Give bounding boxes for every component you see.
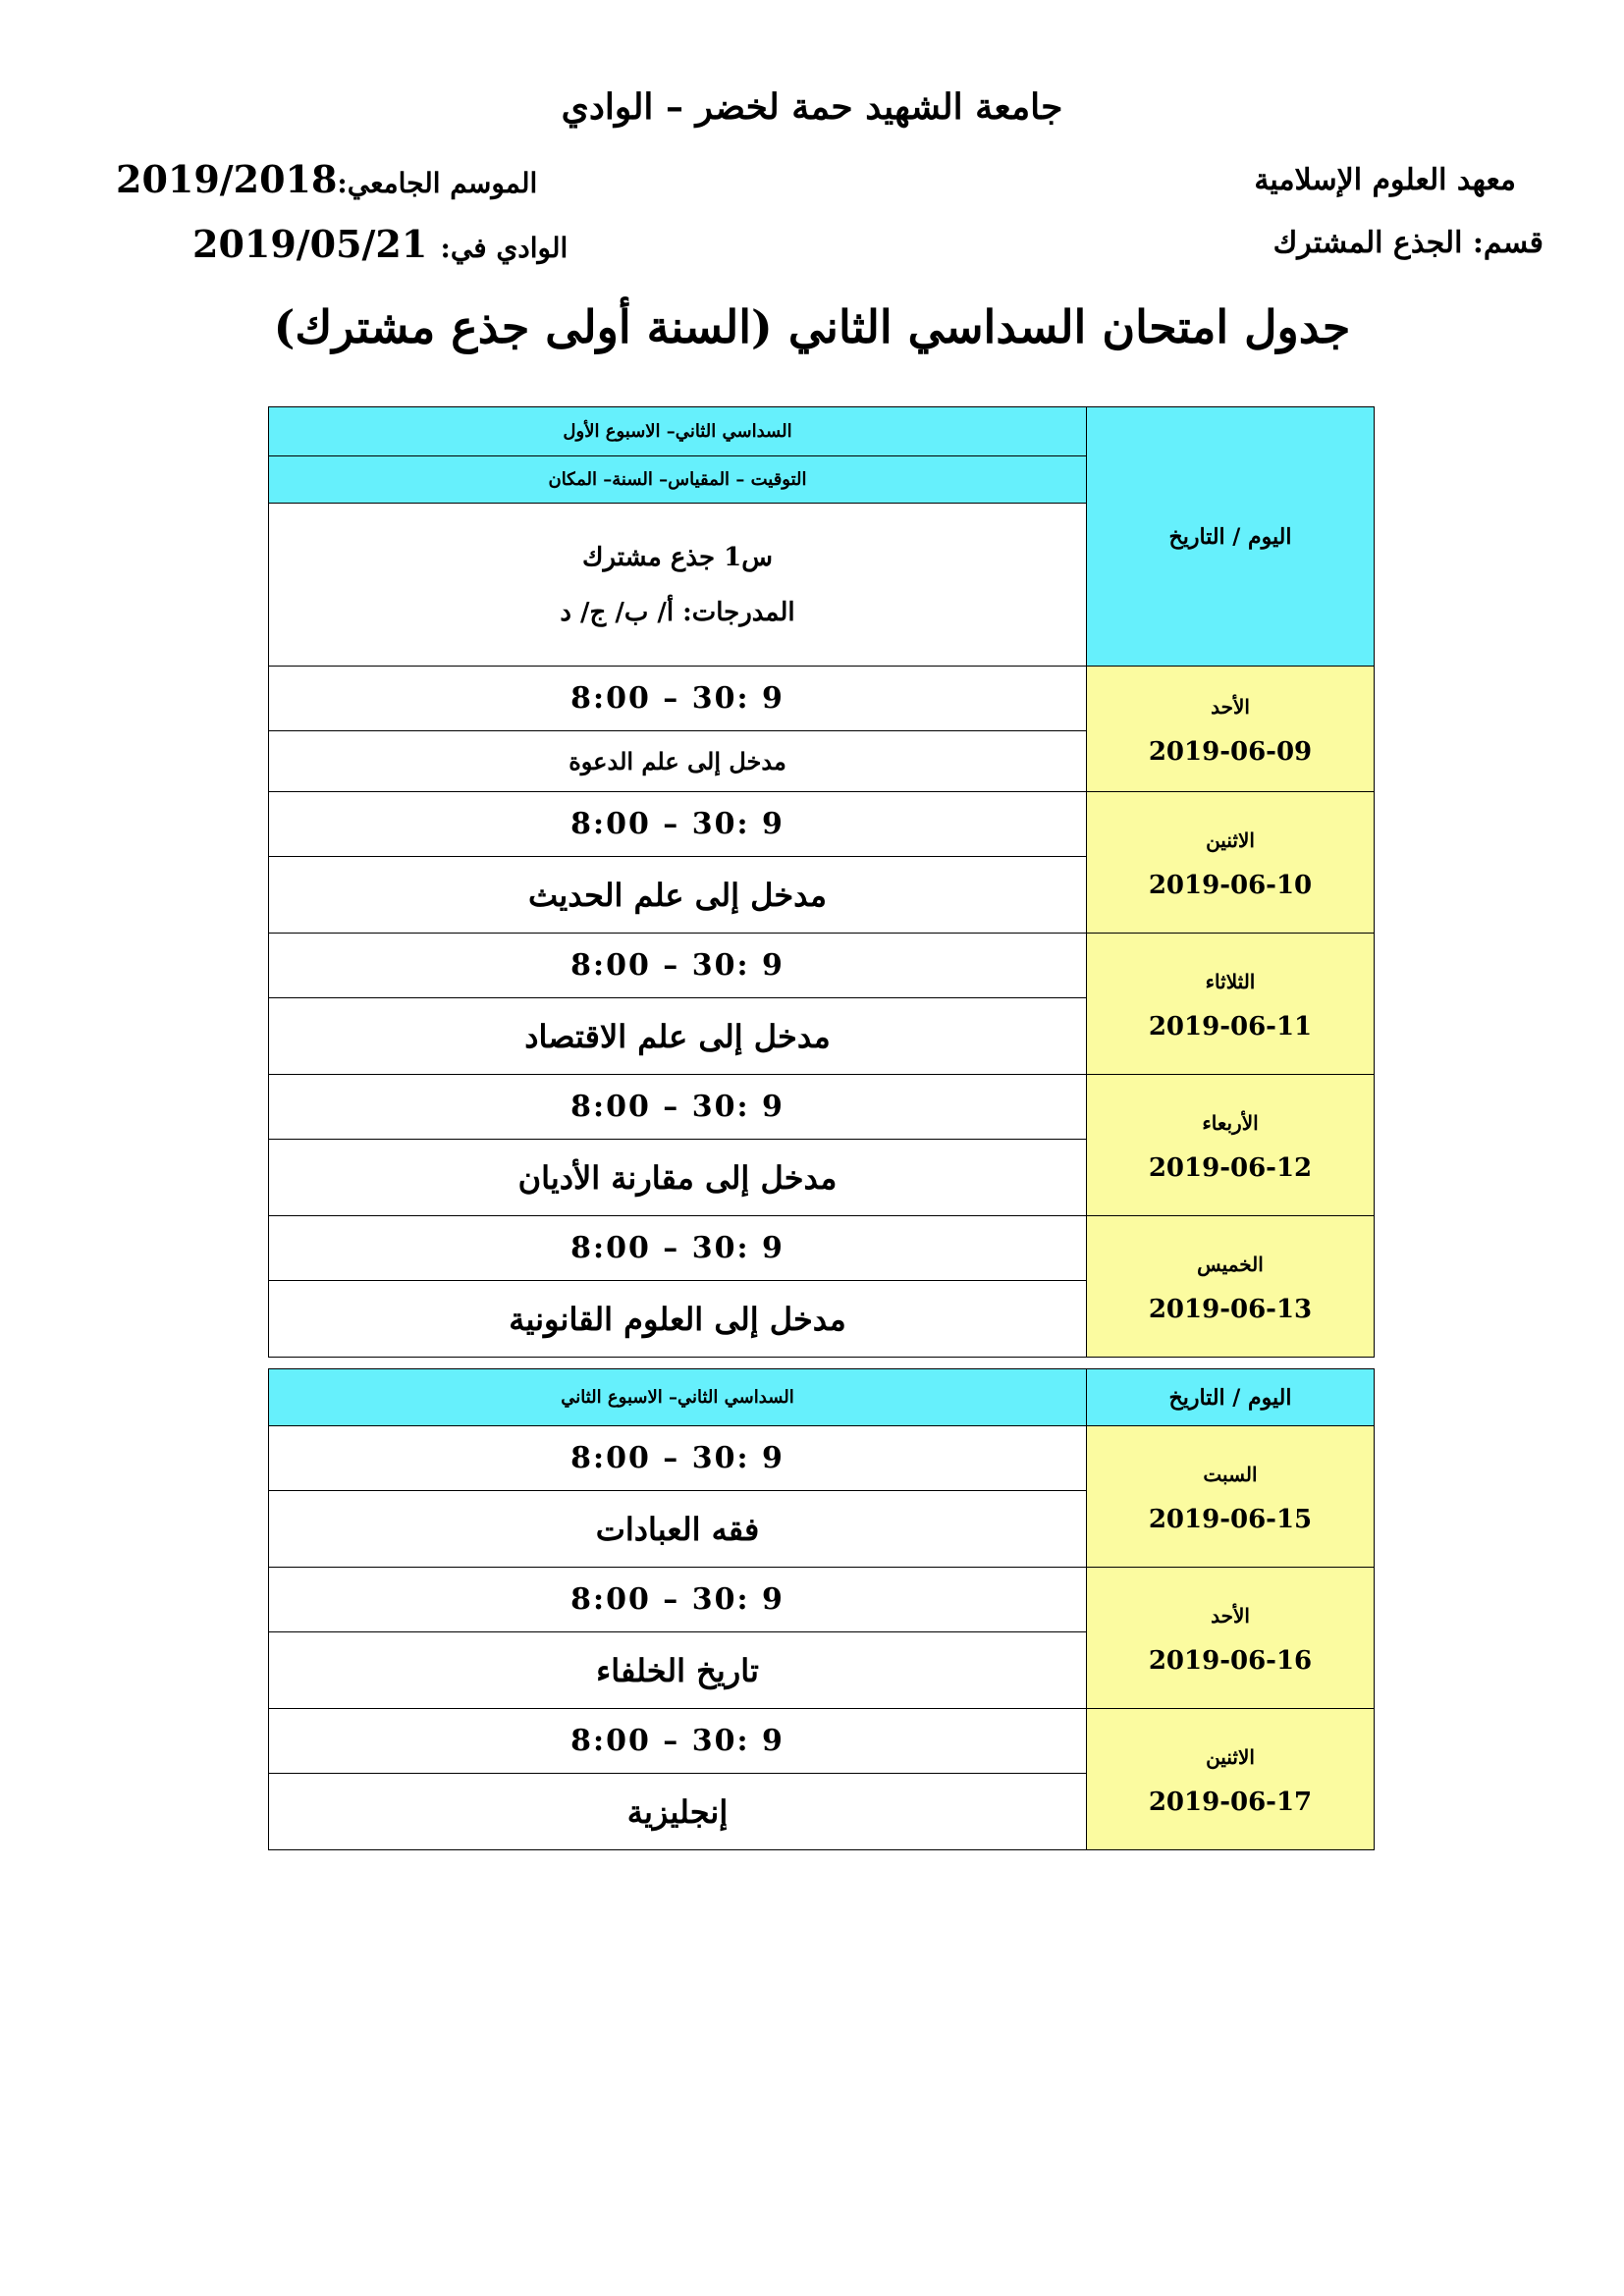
exam-date: 2019-06-10 [1148,870,1313,900]
exam-date: 2019-06-09 [1148,736,1313,767]
table-row [269,1709,1375,1774]
exam-time: 8:00 – 30: 9 [269,934,1087,998]
week1-day-date-header: اليوم / التاريخ [1087,407,1375,667]
exam-time: 8:00 – 30: 9 [269,1709,1087,1774]
subject-name: مدخل إلى علم الحديث [269,857,1087,934]
week2-day-date-header: اليوم / التاريخ [1087,1369,1375,1426]
day-name: الخميس [1197,1252,1264,1276]
subject-name: مدخل إلى علم الدعوة [269,731,1087,792]
week2-header: السداسي الثاني– الاسبوع الثاني [269,1369,1087,1426]
place-date [192,222,568,266]
table-row [269,1568,1375,1632]
exam-time: 8:00 – 30: 9 [269,792,1087,857]
day-name: الأربعاء [1202,1110,1259,1135]
exam-time: 8:00 – 30: 9 [269,1568,1087,1632]
day-name: الأحد [1211,694,1250,719]
exam-time: 8:00 – 30: 9 [269,1075,1087,1140]
halls-label: المدرجات: أ/ ب/ ج/ د [560,597,795,627]
week1-schedule-table [268,406,1375,1358]
subject-name: فقه العبادات [269,1491,1087,1568]
day-date-cell [1087,667,1375,792]
institute-name: معهد العلوم الإسلامية [1254,163,1516,197]
table-row [269,667,1375,731]
week1-header-line2: التوقيت – المقياس– السنة– المكان [269,456,1087,504]
subject-name: مدخل إلى العلوم القانونية [269,1281,1087,1358]
week1-level-cell [269,504,1087,667]
exam-date: 2019-06-13 [1148,1294,1313,1324]
table-row [269,1075,1375,1140]
day-date-cell [1087,1075,1375,1216]
subject-name: إنجليزية [269,1774,1087,1850]
table-row [269,792,1375,857]
season-label: الموسم الجامعي: [337,167,538,199]
week1-header-line1: السداسي الثاني– الاسبوع الأول [269,407,1087,456]
academic-season [116,157,537,201]
page-title: جدول امتحان السداسي الثاني (السنة أولى جذع مشترك) [273,300,1351,353]
week2-schedule-table [268,1368,1375,1850]
table-row [269,1216,1375,1281]
day-date-cell [1087,1709,1375,1850]
day-date-cell [1087,792,1375,934]
exam-time: 8:00 – 30: 9 [269,1426,1087,1491]
exam-date: 2019-06-12 [1148,1152,1313,1183]
day-name: الثلاثاء [1205,969,1256,993]
exam-date: 2019-06-15 [1148,1504,1313,1534]
table-row [269,1426,1375,1491]
day-date-cell [1087,1216,1375,1358]
day-date-cell [1087,1568,1375,1709]
university-name: جامعة الشهيد حمة لخضر – الوادي [561,86,1063,128]
exam-time: 8:00 – 30: 9 [269,1216,1087,1281]
subject-name: مدخل إلى علم الاقتصاد [269,998,1087,1075]
level-label: س1 جذع مشترك [582,542,773,572]
subject-name: تاريخ الخلفاء [269,1632,1087,1709]
day-name: السبت [1203,1462,1258,1486]
day-name: الاثنين [1206,828,1255,852]
day-name: الأحد [1211,1603,1250,1628]
exam-date: 2019-06-17 [1148,1787,1313,1817]
exam-date: 2019-06-16 [1148,1645,1313,1676]
exam-time: 8:00 – 30: 9 [269,667,1087,731]
place-date-label: الوادي في: [440,232,568,264]
table-row [269,934,1375,998]
season-value: 2019/2018 [116,157,338,201]
exam-date: 2019-06-11 [1148,1011,1313,1041]
day-name: الاثنين [1206,1744,1255,1769]
day-date-cell [1087,1426,1375,1568]
department-name: قسم: الجذع المشترك [1272,226,1543,260]
subject-name: مدخل إلى مقارنة الأديان [269,1140,1087,1216]
place-date-value: 2019/05/21 [192,222,428,266]
day-date-cell [1087,934,1375,1075]
